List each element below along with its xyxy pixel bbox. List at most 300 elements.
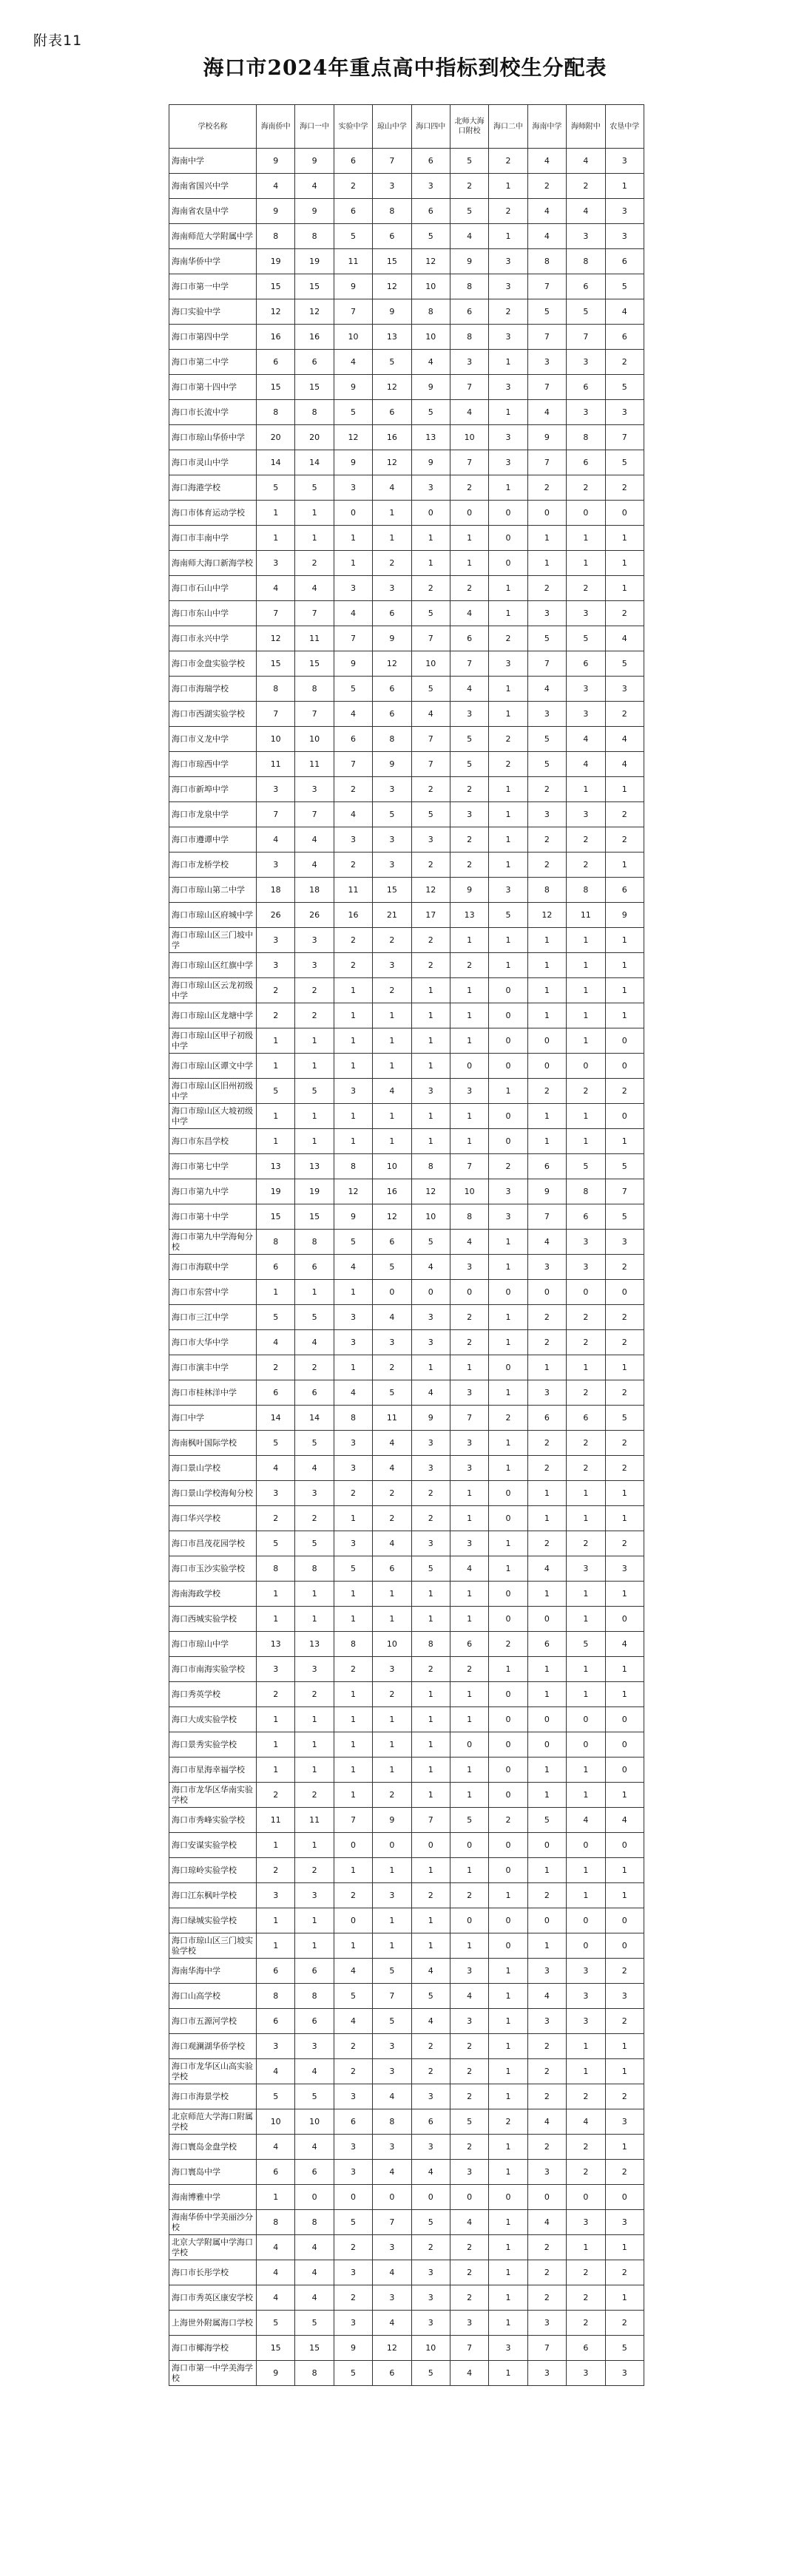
quota-cell: 3 [295,777,334,802]
table-row [169,1380,644,1406]
header-school-name: 学校名称 [169,105,257,149]
quota-cell: 4 [450,601,488,626]
quota-cell: 9 [373,299,411,325]
quota-cell: 5 [334,400,372,425]
quota-cell: 1 [411,1607,450,1632]
school-name-cell: 海口市东山中学 [169,601,257,626]
quota-cell: 1 [605,1506,644,1531]
quota-cell: 1 [527,526,566,551]
quota-cell: 1 [489,2235,527,2260]
quota-cell: 1 [373,1908,411,1933]
table-row [169,878,644,903]
quota-cell: 3 [334,2135,372,2160]
table-row [169,2135,644,2160]
quota-cell: 3 [295,928,334,953]
quota-cell: 2 [527,2285,566,2311]
quota-cell: 12 [411,1179,450,1204]
quota-cell: 1 [257,1758,295,1783]
quota-cell: 1 [450,1758,488,1783]
quota-cell: 5 [295,2084,334,2109]
school-name-cell: 海南省农垦中学 [169,199,257,224]
quota-cell: 12 [257,299,295,325]
quota-cell: 2 [567,1431,605,1456]
table-row [169,702,644,727]
quota-cell: 2 [527,1883,566,1908]
table-row [169,2260,644,2285]
quota-cell: 3 [450,2311,488,2336]
quota-cell: 13 [295,1154,334,1179]
quota-cell: 1 [411,551,450,576]
school-name-cell: 海口市琼山区甲子初级中学 [169,1028,257,1054]
quota-cell: 1 [295,501,334,526]
quota-cell: 3 [373,1330,411,1355]
quota-cell: 2 [527,827,566,853]
quota-cell: 4 [527,149,566,174]
school-name-cell: 海口海港学校 [169,475,257,501]
quota-cell: 2 [450,2285,488,2311]
quota-cell: 2 [334,2235,372,2260]
quota-cell: 3 [605,224,644,249]
quota-cell: 1 [605,1657,644,1682]
table-row [169,1330,644,1355]
quota-cell: 5 [450,149,488,174]
quota-cell: 4 [605,299,644,325]
quota-cell: 2 [257,1003,295,1028]
quota-cell: 4 [527,199,566,224]
quota-cell: 1 [450,1607,488,1632]
quota-cell: 1 [257,501,295,526]
school-name-cell: 海口景山学校海甸分校 [169,1481,257,1506]
quota-cell: 1 [605,1783,644,1808]
quota-cell: 1 [373,1003,411,1028]
table-row [169,1883,644,1908]
quota-cell: 9 [527,1179,566,1204]
quota-cell: 15 [295,2336,334,2361]
quota-cell: 1 [605,1883,644,1908]
quota-cell: 12 [257,626,295,651]
quota-cell: 4 [334,802,372,827]
quota-cell: 2 [489,727,527,752]
header-haikou-erzhong: 海口二中 [489,105,527,149]
quota-cell: 4 [295,853,334,878]
quota-cell: 5 [605,651,644,677]
school-name-cell: 海口市秀英区康安学校 [169,2285,257,2311]
quota-cell: 20 [257,425,295,450]
school-name-cell: 海口市秀峰实验学校 [169,1808,257,1833]
quota-cell: 4 [411,702,450,727]
quota-cell: 1 [489,475,527,501]
table-row [169,1732,644,1758]
quota-cell: 4 [373,475,411,501]
quota-cell: 13 [257,1154,295,1179]
quota-cell: 2 [257,1858,295,1883]
quota-cell: 5 [257,475,295,501]
quota-cell: 0 [527,1908,566,1933]
quota-cell: 4 [373,2160,411,2185]
quota-cell: 5 [373,350,411,375]
quota-cell: 4 [567,2109,605,2135]
quota-cell: 3 [567,2009,605,2034]
quota-cell: 3 [450,1079,488,1104]
quota-cell: 1 [411,1003,450,1028]
quota-cell: 2 [527,2235,566,2260]
quota-cell: 19 [295,1179,334,1204]
quota-cell: 5 [295,1079,334,1104]
quota-cell: 1 [489,601,527,626]
quota-cell: 1 [605,2235,644,2260]
quota-cell: 5 [373,1380,411,1406]
quota-cell: 7 [450,450,488,475]
quota-cell: 1 [605,551,644,576]
quota-cell: 0 [450,1054,488,1079]
quota-cell: 1 [257,1833,295,1858]
quota-cell: 1 [334,1682,372,1707]
quota-cell: 0 [527,1833,566,1858]
quota-cell: 2 [334,1657,372,1682]
quota-cell: 2 [527,777,566,802]
quota-cell: 3 [567,702,605,727]
quota-cell: 2 [257,978,295,1003]
quota-cell: 4 [411,2009,450,2034]
school-name-cell: 海口市丰南中学 [169,526,257,551]
table-row [169,827,644,853]
quota-cell: 2 [450,2034,488,2059]
quota-cell: 5 [527,1808,566,1833]
quota-cell: 2 [334,777,372,802]
quota-cell: 3 [257,1883,295,1908]
quota-cell: 9 [334,2336,372,2361]
table-row [169,1154,644,1179]
quota-cell: 2 [489,1632,527,1657]
quota-cell: 1 [605,1682,644,1707]
table-row [169,1657,644,1682]
quota-cell: 5 [605,1204,644,1230]
quota-cell: 3 [450,350,488,375]
quota-cell: 7 [334,626,372,651]
quota-cell: 0 [411,2185,450,2210]
quota-cell: 1 [450,1707,488,1732]
quota-cell: 3 [527,1255,566,1280]
quota-cell: 3 [257,1481,295,1506]
quota-cell: 4 [411,2160,450,2185]
quota-cell: 1 [450,1582,488,1607]
quota-cell: 2 [567,174,605,199]
school-name-cell: 海口市琼山第二中学 [169,878,257,903]
quota-cell: 6 [411,199,450,224]
quota-cell: 1 [527,1933,566,1959]
quota-cell: 2 [605,827,644,853]
quota-cell: 5 [527,299,566,325]
quota-cell: 2 [450,827,488,853]
quota-cell: 1 [295,1833,334,1858]
quota-cell: 5 [257,2311,295,2336]
quota-cell: 1 [411,1355,450,1380]
quota-cell: 0 [411,1833,450,1858]
quota-cell: 1 [605,853,644,878]
quota-cell: 10 [373,1632,411,1657]
table-row [169,1908,644,1933]
quota-cell: 3 [334,576,372,601]
quota-cell: 0 [527,2185,566,2210]
quota-cell: 3 [605,2361,644,2386]
quota-cell: 1 [527,1783,566,1808]
quota-cell: 1 [567,551,605,576]
quota-cell: 3 [295,953,334,978]
quota-cell: 12 [411,249,450,274]
quota-cell: 12 [373,2336,411,2361]
quota-cell: 1 [489,350,527,375]
quota-cell: 2 [295,1003,334,1028]
quota-cell: 6 [257,1255,295,1280]
table-row [169,1129,644,1154]
quota-cell: 3 [527,2311,566,2336]
quota-cell: 1 [489,1984,527,2009]
quota-cell: 0 [605,1933,644,1959]
school-name-cell: 海口秀英学校 [169,1682,257,1707]
table-row [169,1959,644,1984]
quota-cell: 0 [567,1707,605,1732]
quota-cell: 0 [489,1833,527,1858]
quota-cell: 2 [567,1305,605,1330]
quota-cell: 6 [373,702,411,727]
quota-cell: 4 [411,1959,450,1984]
table-row [169,1707,644,1732]
quota-cell: 4 [527,2109,566,2135]
quota-cell: 0 [334,2185,372,2210]
quota-cell: 12 [334,1179,372,1204]
quota-cell: 2 [489,752,527,777]
quota-cell: 0 [605,1833,644,1858]
quota-cell: 3 [489,1179,527,1204]
quota-cell: 1 [450,526,488,551]
school-name-cell: 海口市第九中学海甸分校 [169,1230,257,1255]
quota-cell: 3 [605,149,644,174]
table-row [169,727,644,752]
quota-cell: 1 [334,1028,372,1054]
school-name-cell: 北京师范大学海口附属学校 [169,2109,257,2135]
quota-cell: 5 [411,1230,450,1255]
quota-cell: 3 [489,249,527,274]
quota-cell: 18 [295,878,334,903]
table-row [169,400,644,425]
quota-cell: 4 [527,1984,566,2009]
quota-cell: 2 [411,2059,450,2084]
quota-cell: 1 [489,777,527,802]
quota-cell: 11 [257,1808,295,1833]
quota-cell: 3 [334,1079,372,1104]
quota-cell: 2 [489,1154,527,1179]
quota-cell: 7 [450,1406,488,1431]
table-row [169,274,644,299]
quota-cell: 1 [489,1456,527,1481]
quota-cell: 8 [450,325,488,350]
quota-cell: 1 [489,2059,527,2084]
quota-cell: 3 [334,1330,372,1355]
quota-cell: 3 [257,1657,295,1682]
quota-cell: 3 [489,325,527,350]
quota-cell: 15 [295,375,334,400]
school-name-cell: 海口市琼西中学 [169,752,257,777]
quota-cell: 4 [450,400,488,425]
quota-cell: 3 [295,1481,334,1506]
quota-cell: 3 [527,2361,566,2386]
quota-cell: 10 [257,2109,295,2135]
quota-cell: 4 [605,1632,644,1657]
table-row [169,2084,644,2109]
quota-cell: 4 [295,1330,334,1355]
quota-cell: 1 [567,2235,605,2260]
quota-cell: 3 [605,1556,644,1582]
quota-cell: 2 [605,1380,644,1406]
table-row [169,2185,644,2210]
school-name-cell: 海口市海景学校 [169,2084,257,2109]
quota-cell: 1 [295,1758,334,1783]
quota-cell: 3 [450,802,488,827]
quota-cell: 0 [489,1682,527,1707]
quota-cell: 4 [450,224,488,249]
quota-cell: 2 [334,853,372,878]
quota-cell: 2 [605,1456,644,1481]
school-name-cell: 海口市五源河学校 [169,2009,257,2034]
quota-cell: 1 [567,2034,605,2059]
quota-cell: 1 [489,2260,527,2285]
quota-cell: 1 [567,953,605,978]
school-name-cell: 海口市永兴中学 [169,626,257,651]
quota-cell: 3 [567,1230,605,1255]
quota-cell: 3 [257,953,295,978]
quota-cell: 1 [334,978,372,1003]
quota-cell: 4 [373,1456,411,1481]
quota-cell: 1 [527,1582,566,1607]
quota-cell: 2 [411,1657,450,1682]
quota-cell: 7 [257,802,295,827]
school-name-cell: 海口市琼山区红旗中学 [169,953,257,978]
table-row [169,325,644,350]
quota-cell: 5 [411,802,450,827]
quota-cell: 4 [373,1305,411,1330]
quota-cell: 0 [527,1607,566,1632]
quota-cell: 2 [411,1506,450,1531]
quota-cell: 3 [257,551,295,576]
table-row [169,777,644,802]
quota-cell: 21 [373,903,411,928]
quota-cell: 4 [295,576,334,601]
quota-cell: 2 [489,1808,527,1833]
quota-cell: 3 [450,1431,488,1456]
quota-cell: 7 [373,149,411,174]
quota-cell: 17 [411,903,450,928]
quota-cell: 1 [489,1305,527,1330]
quota-cell: 0 [334,1908,372,1933]
quota-cell: 4 [257,576,295,601]
table-row [169,501,644,526]
quota-cell: 1 [450,1783,488,1808]
quota-cell: 9 [373,626,411,651]
quota-cell: 10 [334,325,372,350]
quota-cell: 1 [605,526,644,551]
table-row [169,1280,644,1305]
allocation-table [169,104,644,2386]
quota-cell: 8 [334,1406,372,1431]
quota-cell: 1 [489,576,527,601]
quota-cell: 2 [257,1355,295,1380]
school-name-cell: 海口绿城实验学校 [169,1908,257,1933]
quota-cell: 10 [411,2336,450,2361]
quota-cell: 6 [257,2009,295,2034]
quota-cell: 9 [527,425,566,450]
quota-cell: 1 [489,677,527,702]
table-row [169,551,644,576]
quota-cell: 0 [605,1707,644,1732]
quota-cell: 2 [373,1355,411,1380]
quota-cell: 2 [373,1682,411,1707]
quota-cell: 1 [450,1933,488,1959]
quota-cell: 3 [334,1305,372,1330]
quota-cell: 2 [527,174,566,199]
quota-cell: 1 [257,2185,295,2210]
quota-cell: 9 [334,1204,372,1230]
quota-cell: 1 [257,1908,295,1933]
quota-cell: 4 [527,400,566,425]
table-row [169,1179,644,1204]
table-row [169,1758,644,1783]
quota-cell: 10 [411,325,450,350]
quota-cell: 4 [450,677,488,702]
quota-cell: 1 [450,1682,488,1707]
school-name-cell: 海口江东枫叶学校 [169,1883,257,1908]
quota-cell: 10 [295,727,334,752]
quota-cell: 1 [605,2034,644,2059]
school-name-cell: 海口观澜湖华侨学校 [169,2034,257,2059]
quota-cell: 2 [334,1883,372,1908]
quota-cell: 3 [450,1531,488,1556]
quota-cell: 1 [489,174,527,199]
quota-cell: 1 [489,827,527,853]
quota-cell: 3 [373,576,411,601]
quota-cell: 7 [527,450,566,475]
quota-cell: 3 [605,400,644,425]
quota-cell: 4 [605,1808,644,1833]
quota-cell: 5 [257,2084,295,2109]
quota-cell: 6 [295,1959,334,1984]
quota-cell: 1 [411,1582,450,1607]
quota-cell: 0 [295,2185,334,2210]
quota-cell: 6 [334,199,372,224]
quota-cell: 5 [411,224,450,249]
school-name-cell: 北京大学附属中学海口学校 [169,2235,257,2260]
quota-cell: 1 [411,1028,450,1054]
quota-cell: 4 [567,149,605,174]
table-row [169,1858,644,1883]
quota-cell: 5 [411,2210,450,2235]
table-row [169,350,644,375]
quota-cell: 1 [605,928,644,953]
quota-cell: 1 [411,1129,450,1154]
quota-cell: 3 [567,350,605,375]
quota-cell: 1 [489,2009,527,2034]
quota-cell: 1 [489,2361,527,2386]
quota-cell: 0 [489,1003,527,1028]
quota-cell: 12 [373,274,411,299]
quota-cell: 2 [450,2135,488,2160]
quota-cell: 1 [334,1933,372,1959]
table-row [169,1054,644,1079]
quota-cell: 1 [489,1079,527,1104]
quota-cell: 7 [373,2210,411,2235]
quota-cell: 8 [257,1230,295,1255]
quota-cell: 1 [411,1104,450,1129]
quota-cell: 6 [373,224,411,249]
